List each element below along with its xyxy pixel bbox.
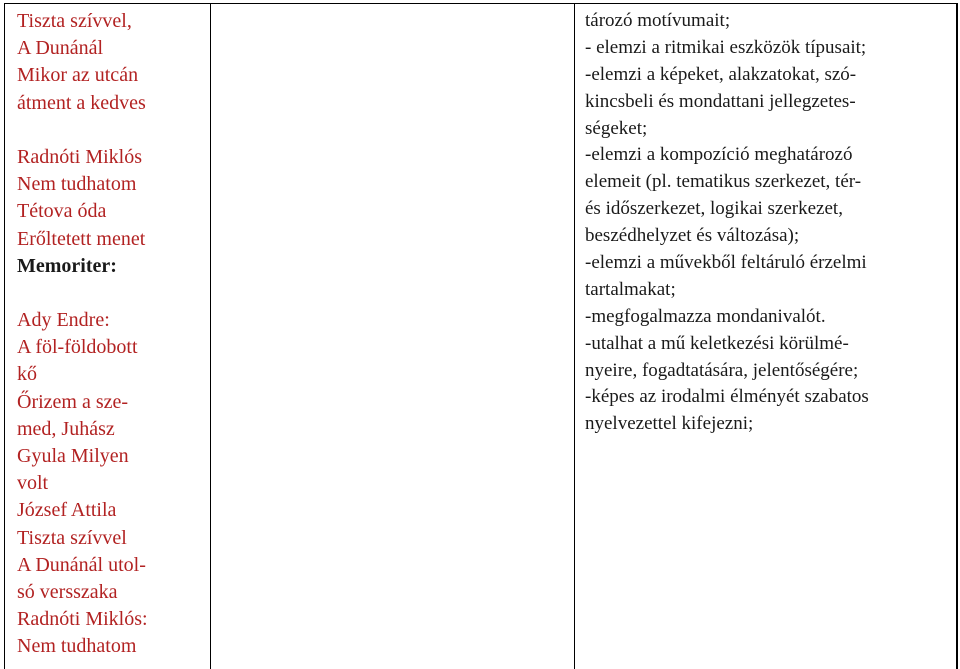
- list-line: József Attila: [17, 499, 117, 522]
- requirement-line: elemeit (pl. tematikus szerkezet, tér-: [585, 171, 862, 193]
- requirement-line: -elemzi a kompozíció meghatározó: [585, 144, 853, 166]
- memoriter-heading: Memoriter:: [17, 254, 117, 277]
- requirement-line: ségeket;: [585, 117, 648, 139]
- content-table: [4, 3, 958, 669]
- list-line: Nem tudhatom: [17, 635, 137, 658]
- requirement-line: beszédhelyzet és változása);: [585, 225, 800, 247]
- list-line: Nem tudhatom: [17, 173, 137, 196]
- list-line: Radnóti Miklós:: [17, 608, 148, 631]
- empty-middle-column: [211, 4, 575, 669]
- list-spacer: [17, 280, 210, 307]
- list-line: A föl-földobott: [17, 336, 138, 359]
- list-line: só versszaka: [17, 580, 118, 603]
- list-line: Erőltetett menet: [17, 227, 146, 250]
- requirement-line: tározó motívumait;: [585, 10, 731, 31]
- list-line: med, Juhász: [17, 417, 115, 440]
- list-spacer: [17, 117, 210, 144]
- requirement-line: -utalhat a mű keletkezési körülmé-: [585, 332, 849, 354]
- requirement-line: nyeire, fogadtatására, jelentőségére;: [585, 359, 859, 381]
- requirement-line: kincsbeli és mondattani jellegzetes-: [585, 90, 856, 112]
- list-line: kő: [17, 363, 37, 386]
- requirement-line: -képes az irodalmi élményét szabatos: [585, 386, 869, 408]
- list-line: Őrizem a sze-: [17, 390, 129, 413]
- list-line: Mikor az utcán: [17, 64, 139, 87]
- list-line: Gyula Milyen: [17, 445, 129, 467]
- requirement-line: -elemzi a képeket, alakzatokat, szó-: [585, 63, 857, 85]
- list-line: volt: [17, 472, 49, 495]
- requirements-column: [575, 4, 958, 669]
- requirement-line: -elemzi a művekből feltáruló érzelmi: [585, 252, 867, 274]
- list-line: Radnóti Miklós: [17, 145, 143, 168]
- list-line: Tiszta szívvel,: [17, 10, 132, 32]
- requirement-line: nyelvezettel kifejezni;: [585, 413, 754, 435]
- list-line: Tétova óda: [17, 200, 107, 223]
- list-line: Ady Endre:: [17, 309, 110, 332]
- requirement-line: tartalmakat;: [585, 278, 676, 300]
- requirement-line: és időszerkezet, logikai szerkezet,: [585, 198, 843, 220]
- reading-list-column: [5, 4, 211, 669]
- list-line: átment a kedves: [17, 91, 146, 114]
- list-line: Tiszta szívvel: [17, 526, 127, 549]
- list-line: A Dunánál: [17, 37, 104, 60]
- requirement-line: - elemzi a ritmikai eszközök típusait;: [585, 36, 867, 58]
- requirement-line: -megfogalmazza mondanivalót.: [585, 305, 826, 327]
- list-line: A Dunánál utol-: [17, 553, 146, 576]
